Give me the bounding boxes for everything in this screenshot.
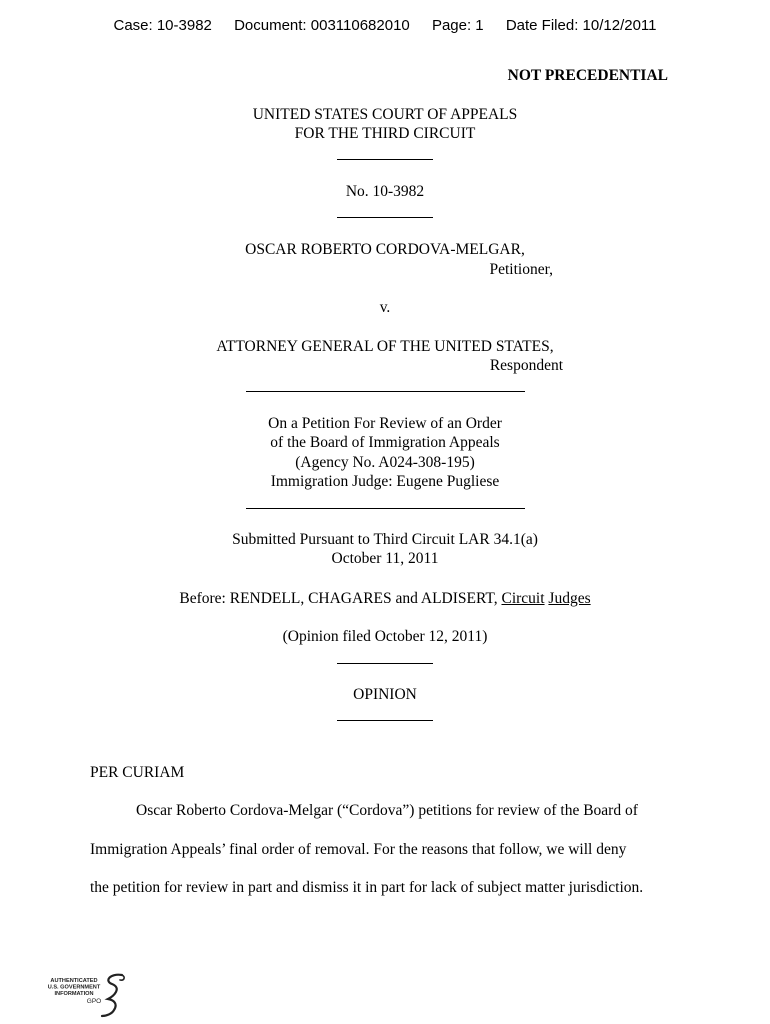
body-line: Oscar Roberto Cordova-Melgar (“Cordova”) petitions for review of the Board of [136, 802, 638, 819]
respondent-role: Respondent [489, 357, 563, 374]
panel-judges-names: Before: RENDELL, CHAGARES and ALDISERT, [179, 590, 502, 607]
seal-text: U.S. GOVERNMENT [47, 984, 101, 991]
seal-text: GPO [86, 998, 102, 1005]
submitted-line: Submitted Pursuant to Third Circuit LAR 34.1(a) [232, 531, 538, 548]
panel-judges-title: Judges [548, 590, 591, 607]
petitioner-role: Petitioner, [489, 261, 553, 278]
panel-judges [0, 590, 770, 608]
submitted-date: October 11, 2011 [331, 550, 439, 567]
case-number: Case: 10-3982 [113, 17, 212, 34]
respondent-name: ATTORNEY GENERAL OF THE UNITED STATES, [216, 338, 554, 355]
divider [337, 663, 433, 664]
document-number: Document: 003110682010 [234, 17, 410, 34]
petitioner-name: OSCAR ROBERTO CORDOVA-MELGAR, [245, 241, 525, 258]
review-line: (Agency No. A024-308-195) [295, 454, 475, 471]
seal-text: INFORMATION [54, 991, 94, 997]
document-header [0, 17, 770, 34]
body-line: Immigration Appeals’ final order of removal. For the reasons that follow, we will deny [90, 841, 627, 858]
review-line: of the Board of Immigration Appeals [270, 434, 500, 451]
docket-number: No. 10-3982 [345, 183, 425, 200]
divider [337, 720, 433, 721]
page-number: Page: 1 [431, 17, 484, 34]
per-curiam: PER CURIAM [90, 764, 185, 781]
opinion-filed-date: (Opinion filed October 12, 2011) [282, 628, 488, 645]
review-line: On a Petition For Review of an Order [268, 415, 502, 432]
date-filed: Date Filed: 10/12/2011 [505, 17, 657, 34]
divider [337, 217, 433, 218]
body-line: the petition for review in part and dismiss it in part for lack of subject matter jurisdiction. [90, 879, 644, 896]
review-line: Immigration Judge: Eugene Pugliese [270, 473, 500, 490]
divider [246, 508, 525, 509]
panel-judges-circuit: Circuit [501, 590, 545, 607]
divider [337, 159, 433, 160]
eagle-icon [102, 975, 122, 1016]
court-name-line2: FOR THE THIRD CIRCUIT [294, 125, 476, 142]
gpo-authentication-seal [44, 972, 134, 1018]
versus: v. [379, 299, 391, 316]
seal-text: AUTHENTICATED [50, 978, 98, 984]
opinion-heading: OPINION [353, 686, 417, 703]
precedential-status: NOT PRECEDENTIAL [507, 67, 668, 84]
court-name-line1: UNITED STATES COURT OF APPEALS [252, 106, 518, 123]
divider [246, 391, 525, 392]
